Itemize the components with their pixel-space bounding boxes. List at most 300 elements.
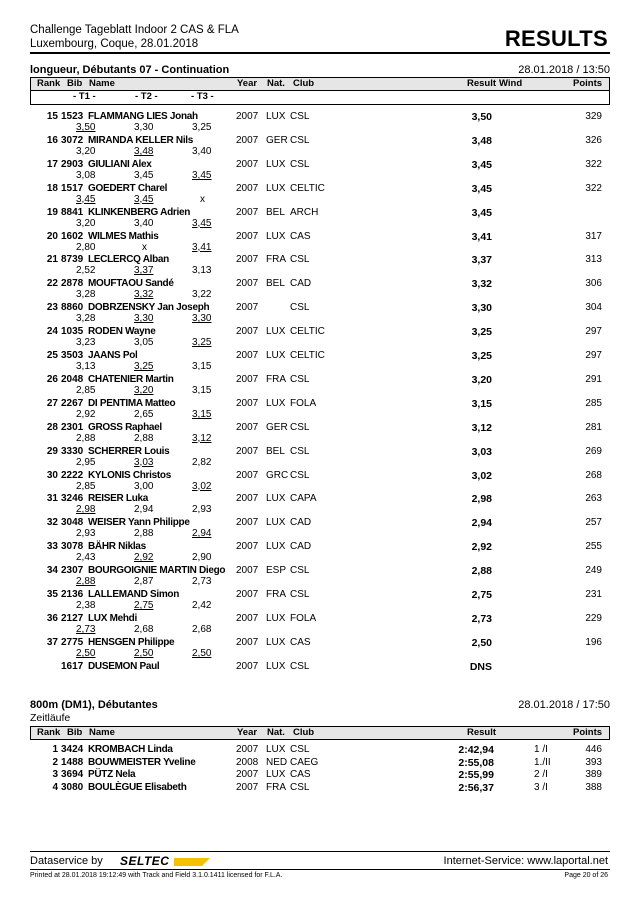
club: CAS xyxy=(290,230,311,242)
club: CAS xyxy=(290,636,311,648)
nationality: FRA xyxy=(266,373,286,385)
birth-year: 2007 xyxy=(236,397,259,409)
rank: 1 xyxy=(52,744,58,755)
nationality: FRA xyxy=(266,254,286,266)
heat-place: 3 /I xyxy=(534,781,548,793)
trial-2: 3,03 xyxy=(134,456,154,468)
trial-1: 2,85 xyxy=(76,384,96,396)
bib: 3048 xyxy=(61,517,84,529)
points: 306 xyxy=(585,278,602,290)
trial-1: 2,80 xyxy=(76,241,96,253)
col-points: Points xyxy=(573,727,603,738)
athlete-name: KLINKENBERG Adrien xyxy=(88,206,191,218)
club: CSL xyxy=(290,565,310,577)
printed-info: Printed at 28.01.2018 19:12:49 with Track and Field 3.1.0.1411 licensed for F.L.A. xyxy=(30,872,283,879)
bib: 2127 xyxy=(61,612,84,624)
trial-3: 3,22 xyxy=(192,289,212,301)
birth-year: 2007 xyxy=(236,744,259,755)
bib: 3424 xyxy=(61,744,84,755)
athlete-name: BOULÈGUE Elisabeth xyxy=(88,781,187,793)
club: CSL xyxy=(290,589,310,600)
birth-year: 2007 xyxy=(236,111,259,122)
athlete-name: LALLEMAND Simon xyxy=(88,589,180,600)
heat-place: 1./II xyxy=(534,756,551,768)
rank: 29 xyxy=(46,445,58,457)
club: CSL xyxy=(290,158,310,170)
bib: 2878 xyxy=(61,278,84,290)
athlete-name: SCHERRER Louis xyxy=(88,445,170,457)
rank: 26 xyxy=(46,373,58,385)
trial-2: 3,05 xyxy=(134,337,154,349)
birth-year: 2007 xyxy=(236,781,259,793)
trial-3: 2,73 xyxy=(192,576,212,588)
col-name: Name xyxy=(89,727,115,738)
result: 2:56,37 xyxy=(458,781,494,794)
trial-2: 3,45 xyxy=(134,169,154,181)
athlete-name: HENSGEN Philippe xyxy=(88,636,175,648)
trial-2: 3,00 xyxy=(134,480,154,492)
points: 322 xyxy=(585,182,602,194)
points: 329 xyxy=(585,111,602,122)
rank: 24 xyxy=(46,326,58,338)
points: 269 xyxy=(585,445,602,457)
bib: 3078 xyxy=(61,541,84,553)
bib: 3072 xyxy=(61,134,84,146)
athlete-name: GIULIANI Alex xyxy=(88,158,152,170)
birth-year: 2007 xyxy=(236,541,259,553)
bib: 2903 xyxy=(61,158,84,170)
section2-subtitle: Zeitläufe xyxy=(30,712,71,724)
result: 2:42,94 xyxy=(458,744,494,756)
athlete-name: REISER Luka xyxy=(88,493,149,505)
club: CSL xyxy=(290,111,310,122)
points: 291 xyxy=(585,373,602,385)
trial-3: 2,68 xyxy=(192,623,212,635)
trial-1: 2,85 xyxy=(76,480,96,492)
trial-2: 3,20 xyxy=(134,384,154,396)
bib: 1488 xyxy=(61,756,84,768)
club: CAEG xyxy=(290,756,319,768)
result: 2,88 xyxy=(471,565,492,578)
club: CAS xyxy=(290,769,311,780)
bib: 8860 xyxy=(61,302,84,314)
rank: 4 xyxy=(52,781,58,793)
footer-divider xyxy=(30,851,610,852)
birth-year: 2007 xyxy=(236,278,259,290)
birth-year: 2007 xyxy=(236,326,259,338)
col-bib: Bib xyxy=(67,727,83,738)
birth-year: 2007 xyxy=(236,517,259,529)
result: 3,50 xyxy=(471,111,492,123)
dataservice-label: Dataservice by xyxy=(30,855,103,867)
bib: 2267 xyxy=(61,397,84,409)
athlete-name: LUX Mehdi xyxy=(88,612,137,624)
bib: 1602 xyxy=(61,230,84,242)
birth-year: 2007 xyxy=(236,565,259,577)
col-name: Name xyxy=(89,78,115,89)
bib: 3694 xyxy=(61,769,84,780)
nationality: LUX xyxy=(266,182,286,194)
trial-2: 3,25 xyxy=(134,361,154,372)
heat-place: 2 /I xyxy=(534,769,548,780)
bib: 1035 xyxy=(61,326,84,338)
trial-2: 3,30 xyxy=(134,313,154,325)
birth-year: 2007 xyxy=(236,134,259,146)
nationality: BEL xyxy=(266,445,285,457)
birth-year: 2007 xyxy=(236,302,259,314)
bib: 3080 xyxy=(61,781,84,793)
trial-3: 3,13 xyxy=(192,265,212,277)
athlete-name: BOUWMEISTER Yveline xyxy=(88,756,196,768)
trial-1: 3,13 xyxy=(76,361,96,372)
nationality: ESP xyxy=(266,565,287,577)
club: CAPA xyxy=(290,493,317,505)
result: 3,45 xyxy=(471,206,492,219)
seltec-logo xyxy=(120,854,210,868)
birth-year: 2007 xyxy=(236,445,259,457)
nationality: LUX xyxy=(266,612,286,624)
rank: 3 xyxy=(52,769,58,780)
trial-3: 3,41 xyxy=(192,241,212,253)
col-bib: Bib xyxy=(67,78,83,89)
rank: 33 xyxy=(46,541,58,553)
rank: 23 xyxy=(46,302,58,314)
points: 281 xyxy=(585,421,602,433)
birth-year: 2007 xyxy=(236,182,259,194)
trial-3: 3,25 xyxy=(192,337,212,349)
result: 2:55,08 xyxy=(458,756,494,769)
trial-3: x xyxy=(200,193,205,205)
club: CSL xyxy=(290,445,310,457)
club: CSL xyxy=(290,781,310,793)
rank: 27 xyxy=(46,397,58,409)
result: 2,98 xyxy=(471,493,492,506)
athlete-name: KROMBACH Linda xyxy=(88,744,173,755)
athlete-name: LECLERCQ Alban xyxy=(88,254,169,266)
result: DNS xyxy=(469,660,492,673)
bib: 2775 xyxy=(61,636,84,648)
section2-column-header xyxy=(30,726,610,740)
meeting-location: Luxembourg, Coque, 28.01.2018 xyxy=(30,38,199,50)
trial-3: 3,30 xyxy=(192,313,212,325)
trial-1: 2,98 xyxy=(76,504,96,516)
trial-2: x xyxy=(142,241,147,253)
club: CAD xyxy=(290,278,312,290)
athlete-name: RODEN Wayne xyxy=(88,326,156,338)
internet-service-link[interactable]: Internet-Service: www.laportal.net xyxy=(443,855,608,867)
rank: 21 xyxy=(46,254,58,266)
trial-2: 2,88 xyxy=(134,432,154,444)
seltec-logo-icon xyxy=(174,857,210,867)
result: 3,48 xyxy=(471,134,492,147)
trial-1: 2,73 xyxy=(76,623,96,635)
athlete-name: GROSS Raphael xyxy=(88,421,162,433)
rank: 28 xyxy=(46,421,58,433)
nationality: LUX xyxy=(266,397,286,409)
rank: 36 xyxy=(46,612,58,624)
nationality: GER xyxy=(266,134,288,146)
bib: 3246 xyxy=(61,493,84,505)
col-t2: - T2 - xyxy=(135,91,158,102)
club: CELTIC xyxy=(290,182,325,194)
trial-2: 2,87 xyxy=(134,576,154,588)
bib: 3503 xyxy=(61,350,84,361)
rank: 18 xyxy=(46,182,58,194)
points: 231 xyxy=(585,589,602,600)
result: 2,50 xyxy=(471,636,492,649)
result: 3,20 xyxy=(471,373,492,386)
col-rank: Rank xyxy=(37,78,61,89)
club: FOLA xyxy=(290,397,317,409)
trial-1: 2,88 xyxy=(76,576,96,588)
result: 2,92 xyxy=(471,541,492,554)
col-year: Year xyxy=(237,727,258,738)
nationality: LUX xyxy=(266,769,286,780)
trial-1: 2,95 xyxy=(76,456,96,468)
col-nat: Nat. xyxy=(267,727,285,738)
birth-year: 2007 xyxy=(236,636,259,648)
points: 446 xyxy=(585,744,602,755)
trial-1: 2,50 xyxy=(76,647,96,659)
rank: 32 xyxy=(46,517,58,529)
birth-year: 2008 xyxy=(236,756,259,768)
result: 3,41 xyxy=(471,230,492,243)
footer-divider-2 xyxy=(30,869,610,870)
trial-3: 2,90 xyxy=(192,552,212,564)
rank: 30 xyxy=(46,469,58,481)
result: 2,75 xyxy=(471,589,492,601)
nationality: LUX xyxy=(266,111,286,122)
bib: 2048 xyxy=(61,373,84,385)
col-t3: - T3 - xyxy=(191,91,214,102)
bib: 2301 xyxy=(61,421,84,433)
athlete-name: BÄHR Niklas xyxy=(88,541,146,553)
result: 3,37 xyxy=(471,254,492,267)
rank: 2 xyxy=(52,756,58,768)
nationality: FRA xyxy=(266,781,286,793)
points: 313 xyxy=(585,254,602,266)
birth-year: 2007 xyxy=(236,230,259,242)
trial-1: 2,43 xyxy=(76,552,96,564)
section2-datetime: 28.01.2018 / 17:50 xyxy=(518,699,610,711)
birth-year: 2007 xyxy=(236,589,259,600)
trial-2: 3,48 xyxy=(134,145,154,157)
section2-title: 800m (DM1), Débutantes xyxy=(30,699,158,711)
athlete-name: BOURGOIGNIE MARTIN Diego xyxy=(88,565,226,577)
points: 229 xyxy=(585,612,602,624)
nationality: GER xyxy=(266,421,288,433)
trial-3: 3,15 xyxy=(192,408,212,420)
trial-1: 3,45 xyxy=(76,193,96,205)
athlete-name: DUSEMON Paul xyxy=(88,660,160,672)
club: CSL xyxy=(290,373,310,385)
points: 249 xyxy=(585,565,602,577)
birth-year: 2007 xyxy=(236,350,259,361)
bib: 8841 xyxy=(61,206,84,218)
header-divider xyxy=(30,52,610,54)
result: 3,15 xyxy=(471,397,492,410)
trial-3: 2,82 xyxy=(192,456,212,468)
club: CSL xyxy=(290,302,310,314)
club: CSL xyxy=(290,469,310,481)
seltec-logo-text: SELTEC xyxy=(120,854,170,868)
trial-1: 2,93 xyxy=(76,528,96,540)
nationality: LUX xyxy=(266,744,286,755)
result: 2,73 xyxy=(471,612,492,625)
trial-3: 3,15 xyxy=(192,361,212,372)
athlete-name: MOUFTAOU Sandé xyxy=(88,278,174,290)
bib: 2307 xyxy=(61,565,84,577)
athlete-name: WEISER Yann Philippe xyxy=(88,517,190,529)
col-points: Points xyxy=(573,78,603,89)
nationality: FRA xyxy=(266,589,286,600)
col-result: Result xyxy=(467,727,497,738)
birth-year: 2007 xyxy=(236,254,259,266)
result: 3,03 xyxy=(471,445,492,458)
col-t1: - T1 - xyxy=(73,91,96,102)
trial-3: 3,45 xyxy=(192,169,212,181)
athlete-name: CHATENIER Martin xyxy=(88,373,174,385)
trial-2: 3,45 xyxy=(134,193,154,205)
points: 326 xyxy=(585,134,602,146)
col-club: Club xyxy=(293,727,315,738)
trial-1: 3,08 xyxy=(76,169,96,181)
section1-datetime: 28.01.2018 / 13:50 xyxy=(518,64,610,76)
trial-1: 3,28 xyxy=(76,313,96,325)
result: 3,25 xyxy=(471,350,492,362)
page-number: Page 20 of 26 xyxy=(564,872,608,879)
club: CELTIC xyxy=(290,350,325,361)
athlete-name: DOBRZENSKY Jan Joseph xyxy=(88,302,210,314)
points: 393 xyxy=(585,756,602,768)
bib: 2222 xyxy=(61,469,84,481)
trial-3: 2,94 xyxy=(192,528,212,540)
points: 388 xyxy=(585,781,602,793)
nationality: BEL xyxy=(266,206,285,218)
points: 196 xyxy=(585,636,602,648)
points: 297 xyxy=(585,326,602,338)
result: 3,45 xyxy=(471,182,492,195)
trial-1: 2,38 xyxy=(76,600,96,611)
trial-2: 3,40 xyxy=(134,217,154,229)
result: 2:55,99 xyxy=(458,769,494,781)
rank: 34 xyxy=(46,565,58,577)
trial-2: 2,50 xyxy=(134,647,154,659)
trial-1: 3,28 xyxy=(76,289,96,301)
meeting-name: Challenge Tageblatt Indoor 2 CAS & FLA xyxy=(30,24,239,36)
athlete-name: DI PENTIMA Matteo xyxy=(88,397,176,409)
rank: 15 xyxy=(46,111,58,122)
club: CAD xyxy=(290,541,312,553)
trial-2: 2,68 xyxy=(134,623,154,635)
trial-1: 2,92 xyxy=(76,408,96,420)
rank: 22 xyxy=(46,278,58,290)
club: ARCH xyxy=(290,206,319,218)
nationality: GRC xyxy=(266,469,289,481)
trial-3: 3,40 xyxy=(192,145,212,157)
section1-title: longueur, Débutants 07 - Continuation xyxy=(30,64,230,76)
col-nat: Nat. xyxy=(267,78,285,89)
club: FOLA xyxy=(290,612,317,624)
birth-year: 2007 xyxy=(236,660,259,672)
trial-2: 3,30 xyxy=(134,122,154,133)
club: CAD xyxy=(290,517,312,529)
birth-year: 2007 xyxy=(236,206,259,218)
club: CSL xyxy=(290,744,310,755)
rank: 20 xyxy=(46,230,58,242)
trial-3: 3,15 xyxy=(192,384,212,396)
nationality: LUX xyxy=(266,541,286,553)
trial-2: 2,75 xyxy=(134,600,154,611)
trial-3: 2,50 xyxy=(192,647,212,659)
birth-year: 2007 xyxy=(236,421,259,433)
points: 297 xyxy=(585,350,602,361)
result: 2,94 xyxy=(471,517,492,530)
athlete-name: KYLONIS Christos xyxy=(88,469,171,481)
nationality: LUX xyxy=(266,230,286,242)
birth-year: 2007 xyxy=(236,373,259,385)
birth-year: 2007 xyxy=(236,612,259,624)
bib: 3330 xyxy=(61,445,84,457)
bib: 8739 xyxy=(61,254,84,266)
trial-1: 2,52 xyxy=(76,265,96,277)
trial-1: 3,20 xyxy=(76,145,96,157)
birth-year: 2007 xyxy=(236,769,259,780)
points: 255 xyxy=(585,541,602,553)
rank: 17 xyxy=(46,158,58,170)
nationality: LUX xyxy=(266,326,286,338)
athlete-name: WILMES Mathis xyxy=(88,230,159,242)
trial-3: 3,25 xyxy=(192,122,212,133)
section1-trial-header xyxy=(30,91,610,105)
heat-place: 1 /I xyxy=(534,744,548,755)
rank: 35 xyxy=(46,589,58,600)
nationality: LUX xyxy=(266,158,286,170)
trial-2: 2,92 xyxy=(134,552,154,564)
rank: 31 xyxy=(46,493,58,505)
birth-year: 2007 xyxy=(236,158,259,170)
points: 285 xyxy=(585,397,602,409)
points: 389 xyxy=(585,769,602,780)
trial-2: 2,65 xyxy=(134,408,154,420)
result: 3,32 xyxy=(471,278,492,291)
trial-3: 3,12 xyxy=(192,432,212,444)
rank: 19 xyxy=(46,206,58,218)
nationality: LUX xyxy=(266,493,286,505)
points: 263 xyxy=(585,493,602,505)
rank: 25 xyxy=(46,350,58,361)
trial-1: 3,50 xyxy=(76,122,96,133)
trial-2: 3,37 xyxy=(134,265,154,277)
athlete-name: MIRANDA KELLER Nils xyxy=(88,134,194,146)
trial-1: 3,23 xyxy=(76,337,96,349)
points: 322 xyxy=(585,158,602,170)
points: 304 xyxy=(585,302,602,314)
birth-year: 2007 xyxy=(236,469,259,481)
col-result: Result xyxy=(467,78,497,89)
athlete-name: PÜTZ Nela xyxy=(88,769,136,780)
nationality: LUX xyxy=(266,636,286,648)
club: CSL xyxy=(290,254,310,266)
club: CSL xyxy=(290,660,310,672)
points: 268 xyxy=(585,469,602,481)
result: 3,12 xyxy=(471,421,492,434)
points: 257 xyxy=(585,517,602,529)
nationality: BEL xyxy=(266,278,285,290)
trial-2: 2,94 xyxy=(134,504,154,516)
bib: 1617 xyxy=(61,660,84,672)
trial-3: 3,45 xyxy=(192,217,212,229)
